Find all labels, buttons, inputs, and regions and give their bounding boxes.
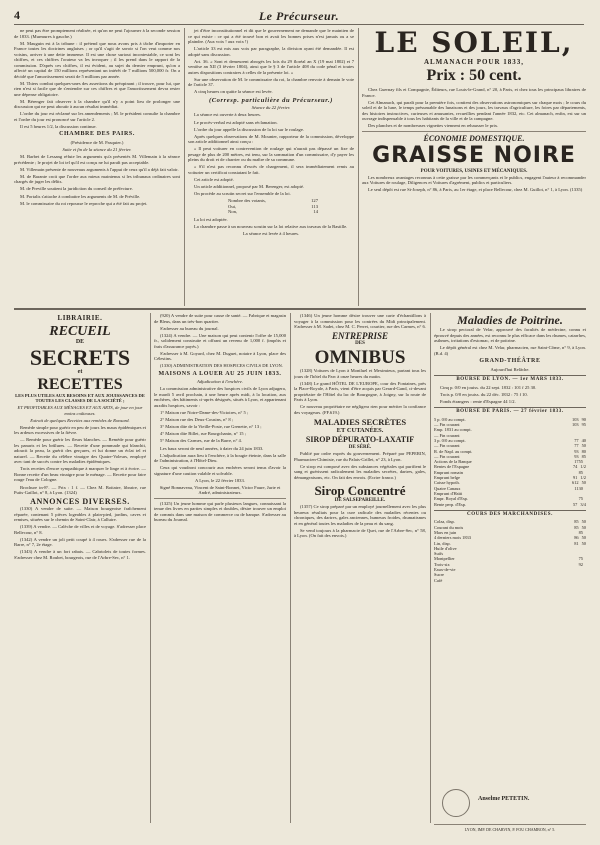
row-label: Caisse hypoth. <box>434 480 460 486</box>
column-rule <box>430 313 431 823</box>
ad-item: (1342) A vendre un joli petit coupé à 4 roues. S'adresser rue de la Barre, n° 7, 2e étage. <box>14 536 146 548</box>
section-subheading: Adjudication à l'enchère. <box>196 379 244 385</box>
row-label: Emprunt romain <box>434 469 463 475</box>
paragraph: Le sirop pectoral de Velar, approuvé des facultés de médecine, connu et éprouvé depuis des années, est reconnu le plus efficace dans les rhumes, catarrhes, asthmes, irritations d'estomac, et de poitrine. <box>434 327 586 343</box>
row-label: — Fin courant <box>434 453 460 459</box>
paragraph: 3° Maison dite de la Vieille-Poste, rue Grenette, n° 13 ; <box>160 424 262 430</box>
paragraph: M. de Preville soutient la juridiction du conseil de préfecture. <box>20 186 133 192</box>
row-label: Emp. 1831 au compt. <box>434 427 472 433</box>
paragraph: La séance est levée à 4 heures. <box>242 231 300 236</box>
row-label: Empr. Royal d'Esp. <box>434 496 468 502</box>
chamber-debates-column <box>14 28 180 306</box>
vote-value: 113 <box>311 203 318 209</box>
printer-imprint: LYON, IMP. DE CHARVIN, P. FOU CHAMBON, n° 5. <box>464 827 556 832</box>
bottom-rule <box>434 824 586 825</box>
paragraph: M. Portalis s'attache à combattre les arguments de M. de Préville. <box>20 193 141 199</box>
bourse-table <box>434 417 586 507</box>
row-label: Café <box>434 577 443 583</box>
paragraph: La loi est adoptée. <box>194 216 228 222</box>
recettes-title: RECETTES <box>37 375 123 393</box>
paragraph: Après quelques observations de M. Mounier, rapporteur de la commission, développe son article additionnel ainsi conçu : <box>188 133 354 145</box>
row-value-main: 85 <box>578 529 583 535</box>
row-value-main: 57 <box>572 501 578 507</box>
page-header <box>14 8 584 25</box>
row-label: Mars en juin <box>434 529 457 535</box>
vote-label: Oui, <box>228 203 237 209</box>
remedy-title: ET CUTANÉES. <box>336 427 384 435</box>
paragraph: (1348) Le grand HÔTEL DE L'EUROPE, cour des Fontaines, près la Place-Royale, à Paris, vient d'être acquis par Gerard-Gand, ci-devant propriétaire de l'Hôtel du lac de Bourgogne, à Joigny, sur la route de Paris à Lyon. <box>294 380 426 403</box>
section-subheading: Suite et fin de la séance du 21 février. <box>62 147 132 153</box>
ad-item: (1325) Un jeune homme qui parle plusieurs langues, connaissant la tenue des livres en parties simples et doubles, désire trouver un emploi de commis dans une maison de commerce ou de banque. S'adresser au bureau du Journal. <box>154 500 286 523</box>
row-value-main: 92 <box>578 561 583 567</box>
row-value-fraction: 50 <box>581 443 586 449</box>
row-label: Actions de la Banque <box>434 459 472 465</box>
remedy-title: MALADIES SECRÈTES <box>313 417 407 428</box>
paragraph: L'adjudication aura lieu à l'enchère, à la bougie éteinte, dans la salle de l'administration, à l'Hôtel-Dieu. <box>154 452 286 464</box>
paragraph: Le dépôt général est chez M. Velar, pharmacien, rue Saint-Côme, n° 9, à Lyon. (B.d. 4) <box>434 345 586 356</box>
row-label: Eaux-de-vie <box>434 567 456 572</box>
grease-subtitle: POUR VOITURES, USINES ET MÉCANIQUES. <box>420 168 528 174</box>
row-label: Quatre Canaux <box>434 485 461 491</box>
economy-heading: ÉCONOMIE DOMESTIQUE. <box>423 133 525 143</box>
row-value-fraction: 50 <box>581 519 586 525</box>
row-value-main: 1130 <box>574 485 583 491</box>
paragraph: Des planches et de nombreuses vignettes viennent en rehausser le prix. <box>368 123 499 129</box>
paragraph: « Il peut voiturer en contrevention de roulage qui n'aurait pas dépassé un fixe de pesage de plus de 200 mètres, est tenu, sur la sommation d'un commissaire, d'y payer les pleins du droit et de charrier ou du maître de sa commune. <box>188 146 354 163</box>
row-label: — Fin courant <box>434 443 460 449</box>
paragraph: Trois recettes d'encre sympathique à marquer le linge et à écrire. — Bonne recette d'un beau vinaigre pour le ménage. — Recette pour faire rouge l'eau de Cologne. <box>14 466 146 483</box>
paragraph: 5° Maison des Carmes, rue de la Barre, n° 4. <box>160 438 243 444</box>
paragraph: M. Barbet de Lessang réfute les arguments qu'a présentés M. Villemain à la séance précédente ; le projet de loi tel qu'il est conçu ne lui paraît pas acceptable. <box>14 154 180 165</box>
row-value-fraction: 1/2 <box>580 475 586 481</box>
row-value-fraction: 80 <box>581 448 586 454</box>
row-value-main: 103 <box>572 422 579 428</box>
paragraph: Un article additionnel, proposé par M. Berenger, est adopté. <box>194 184 305 190</box>
paragraph: Signé Bonnaveau, Vincent de Saint-Bonnet, Victor Faure, Jurie et André, administrateurs. <box>159 484 281 496</box>
bourse-paris-heading: BOURSE DE PARIS. — 27 février 1833. <box>434 407 586 415</box>
paragraph: Ceux qui voudront concourir aux enchères seront tenus d'avoir la signature d'une caution valable et solvable. <box>154 465 286 476</box>
ad-item: (920) A vendre de suite pour cause de santé. — Fabrique et magasin de Bleus, dans un très-bon quartier. <box>154 313 286 324</box>
omnibus-remedies-column <box>294 313 426 823</box>
hospices-column <box>154 313 286 823</box>
row-label: Montpellier <box>434 556 455 562</box>
paragraph: jet d'être inconstitutionnel et dit que le gouvernement ne demande que le maintien de ce qui existe : ce qui a été trouvé bon et avait les bonnes prises n'est jamais ou a se plaindre. (Aux voix ! aux voix !) <box>188 28 354 44</box>
row-value-fraction: 90 <box>581 416 586 422</box>
row-value-main: 75 <box>578 496 583 502</box>
section-subheading: Séance du 22 février. <box>251 105 291 111</box>
row-label: 4 derniers mois 1833 <box>434 535 471 541</box>
paragraph: A cinq heures on quitte la séance est levée. <box>194 89 273 95</box>
row-value-fraction: 50 <box>581 480 586 486</box>
table-row <box>434 578 586 583</box>
omnibus-title: ENTREPRISE <box>331 331 389 342</box>
library-secrets-column <box>14 313 146 823</box>
section-rule <box>14 308 586 310</box>
recueil-title: DE <box>75 338 85 345</box>
paragraph: M. Mauguin est à la tribune : il prétend que nous avons pris à tâche d'importer en France toutes les doctrines anglaises ; or qu'il s'agit de savoir si l'on veut comme nos voisins, arriver à une dette immense. Il est une chose surtout incontestable, ce sont les chiffres, et ces chiffres l'orateur va les invoquer ; il les prend dans le rapport de la commission. D'après ces chiffres, il est évident, au sujet du dernier emprunt, qu'on a affecté un capital de 150 millions représentant un intérêt de 7 millions 500,000 fr. On a décidé que l'amortissement serait de 5 millions par année. <box>14 40 180 79</box>
paragraph: Chez Guernay fils et Compagnie, Éditeurs, rue Louis-le-Grand, n° 20, à Paris, et chez tous les principaux libraires de France. <box>362 87 586 98</box>
row-value-main: 77 <box>574 437 579 443</box>
row-value-fraction: 40 <box>581 437 586 443</box>
ad-item: (1324) A vendre. — Une maison qui peut contenir l'offre de 15,000 fr., solidement construite et offrant un revenu de 1,000 f. (impôts et frais d'assurance payés.) <box>154 332 286 349</box>
paragraph: « S'il n'est pas reconnu d'excès de chargement, il sera immédiatement remis au voiturier un certificat constatant le fait. <box>188 164 354 175</box>
paragraph: (1328) Voitures de Lyon à Montluel et Meximieux, partant tous les jours de l'hôtel du Parc à onze heures du matin. <box>294 368 426 379</box>
secrets-title: SECRETS <box>29 344 131 370</box>
paragraph: Cet article est adopté. <box>194 177 234 183</box>
section-heading: LIBRAIRIE. <box>57 314 103 322</box>
row-value-main: 85 <box>574 524 579 530</box>
soleil-almanac-ad <box>362 28 586 306</box>
paragraph: M. de Barante croit que l'ordre aux mieux maintenus si les tribunaux ordinaires sont chargés de juger les délits. <box>14 173 180 185</box>
paragraph: 4° Maison dite Billet, rue Bourgchanin, n° 15 ; <box>160 431 247 437</box>
paragraph: Ce sirop est composé avec des substances végétales qui purifient le sang et guérissent radicalement les maladies secrètes, dartres, gales, démangeaisons, etc. On fait des envois. (Ecrire franco.) <box>294 463 426 480</box>
paragraph: A Lyon, le 22 février 1833. <box>195 477 245 483</box>
row-value <box>583 578 586 583</box>
paragraph: M. Bérenger fait observer à la chambre qu'il n'y a point lieu de prolonger une discussion qui ne peut aboutir à aucun résultat immédiat. <box>14 98 180 110</box>
almanac-title: LE SOLEIL, <box>374 28 574 59</box>
paragraph: 1° Maison rue Notre-Dame-des-Victoires, n° 5 ; <box>160 410 249 416</box>
column-rule <box>150 313 151 823</box>
paragraph: Le seul dépôt est rue St-Joseph, n° 86, à Paris, au 1er étage, et place Bellecour, chez M. Guillot, n° 1, à Lyon. (1335) <box>368 187 583 193</box>
paragraph: M. Villemain présente de nouveaux arguments à l'appui de ceux qu'il a déjà fait valoir. <box>20 166 179 172</box>
paragraph: Le procès-verbal est adopté sans réclamation. <box>194 119 278 125</box>
paragraph: Extrait de quelques Recettes aux remèdes de Ronsard. <box>30 417 130 423</box>
paragraph: Remède simple pour guérir en peu de jours les maux épidémiques et les ardeurs excessives de la fièvre. <box>14 424 146 436</box>
recueil-title: et <box>77 368 83 375</box>
theatre-notice: Aujourd'hui Relâche. <box>490 366 530 372</box>
row-value-main: 85 <box>574 519 579 525</box>
remedy-title: Sirop Concentré <box>314 483 406 499</box>
paragraph: Sur une observation de M. le commissaire du roi, la chambre renvoie à demain le vote de l'article 37. <box>188 76 354 88</box>
vote-result <box>228 198 318 215</box>
row-value-main: 77 <box>574 443 579 449</box>
row-value-fraction: 50 <box>581 535 586 541</box>
remedy-subtitle: DE SALSEPAREILLE. <box>334 498 386 504</box>
almanac-subtitle: ALMANACH POUR 1833, <box>423 58 525 66</box>
row-label: 5 p. 0/0 au compt. <box>434 416 466 422</box>
paragraph: Les nombreux avantages reconnus à cette graisse par les commerçants et le publics, engagent l'auteur à recommander aux Voitures de roulage, Diligences et Voitures d'agrément, publics et particuliers. <box>362 174 586 186</box>
stamp-seal <box>442 789 470 817</box>
row-label: Colza, disp. <box>434 519 455 525</box>
section-heading: ANNONCES DIVERSES. <box>30 496 130 506</box>
row-value-main: 74 <box>572 464 578 470</box>
row-value-main: 103 <box>572 416 579 422</box>
subtitle: ET PROFITABLES AUX MÉNAGES ET AUX ARTS, de jour en jour moins coûteuses. <box>17 405 143 416</box>
row-value-fraction: 50 <box>581 540 586 546</box>
paragraph: La séance est ouverte à deux heures. <box>194 112 261 118</box>
recueil-title: RECUEIL <box>49 323 111 339</box>
commodities-table <box>434 519 586 583</box>
row-value-fraction: 95 <box>581 422 586 428</box>
column-rule <box>184 28 185 306</box>
paragraph: Art. 36. « Sont et demeurent abrogés les lois du 29 floréal an X (19 mai 1802) et 7 ventôse an XII (3 février 1804), ainsi que le § 3 de l'article 408 du code pénal et toutes autres dispositions contraires à celles de la présente loi. » <box>188 58 354 75</box>
almanac-price: Prix : 50 cent. <box>426 67 522 84</box>
grease-title: GRAISSE NOIRE <box>372 142 576 168</box>
remedy-subtitle: DE SÉRÉ. <box>348 445 372 451</box>
row-label: Huile d'olive <box>434 545 457 551</box>
paragraph: L'ordre du jour appelle la discussion de la loi sur le roulage. <box>194 126 305 132</box>
bourse-lyon-heading: BOURSE DE LYON. — 1er MARS 1833. <box>434 375 586 383</box>
row-value-main: 75 <box>578 556 583 562</box>
paragraph: 2° Maison rue des Deux-Cousins, n° 8 ; <box>160 417 234 423</box>
peers-session-column <box>188 28 354 306</box>
row-value <box>573 502 586 507</box>
remedy-title: SIROP DÉPURATO-LAXATIF <box>305 435 415 445</box>
subtitle: LES PLUS UTILES AUX BESOINS ET AUX JOUISSANCES DE TOUTES LES CLASSES DE LA SOCIÉTÉ ; <box>15 392 145 403</box>
section-heading: CHAMBRE DES PAIRS. <box>59 131 135 138</box>
row-label: Rentes de l'Espagne <box>434 464 470 470</box>
row-label: Sucre <box>434 572 444 578</box>
paragraph: L'ordre du jour est réclamé sur les amendements ; M. le président consulte la chambre et l'ordre du jour est prononcé sur l'article 2. <box>14 111 180 122</box>
paragraph: Il est 5 heures 1/2, la discussion continue. <box>20 123 97 129</box>
paragraph: On procède au scrutin secret sur l'ensemble de la loi. <box>194 191 291 197</box>
row-value-fraction: 50 <box>581 524 586 530</box>
commodities-heading: COURS DES MARCHANDISES. <box>434 510 586 518</box>
section-heading: MAISONS A LOUER AU 25 JUIN 1833. <box>158 370 282 377</box>
paragraph: Publié par ordre exprès du gouvernement. Préparé par PEPERIN, Pharmacien-Chimiste, rue du Palais-Grillet, n° 23, à Lyon. <box>294 451 426 462</box>
table-row <box>434 502 586 507</box>
row-value-main: 1755 <box>574 459 583 465</box>
paragraph: Les baux seront de neuf années, à dater du 24 juin 1833. <box>160 445 264 451</box>
paragraph: (1357) Ce sirop préparé par un employé journellement avec les plus heureux résultats pour la cure radicale des maladies récentes ou chroniques, des dartres, gales anciennes, humeurs froides, rhumatismes et en général toutes les maladies de la peau et du sang. <box>294 504 426 526</box>
row-value-main: 612 <box>572 480 579 486</box>
ad-item: (1330) ADMINISTRATION DES HOSPICES CIVILS DE LYON. <box>160 363 283 369</box>
row-value-fraction: 85 <box>581 453 586 459</box>
row-value-main: 93 <box>574 453 579 459</box>
row-value-main: 93 <box>574 448 579 454</box>
vote-label: Nombre des votants, <box>228 198 266 204</box>
ad-item: (1339) A vendre. — Calèche de villes et de voyage. S'adresser place Bellecour, n° 8. <box>14 524 146 535</box>
row-label: Rente perp. d'Esp. <box>434 501 467 507</box>
vote-label: Non, <box>228 209 238 215</box>
paragraph: Cet Almanach, qui paraît pour la première fois, contient des observations astronomiques sur chaque mois ; le cours du soleil et de la lune, le temps présumable des lunaisons et des jours, les travaux d'agriculture, les foires par départements, des histoires instructives, curieuses et amusantes, recueillies pendant l'année 1832, etc. Cet almanach, enfin, est sur un ouvrage indispensable à tous les habitants de la ville et de la campagne. <box>362 99 586 122</box>
ad-item: (1343) A vendre à un fort rabais. — Cabriolets de toutes formes. S'adresser chez M. Roubet, bourgeois, rue de l'Arbre-Sec, n° 1. <box>14 549 146 560</box>
row-label: — Fin courant <box>434 432 460 438</box>
omnibus-title: OMNIBUS <box>314 347 406 369</box>
omnibus-title: DES <box>355 341 365 347</box>
row-label: R. de Napl. au compt. <box>434 448 473 454</box>
row-label: Trois-six <box>434 561 450 567</box>
paragraph: L'article 33 est mis aux voix par paragraphe, la division ayant été demandée. Il est adopté sans discussion. <box>188 46 354 57</box>
row-label: Emprunt d'Haïti <box>434 490 463 496</box>
column-rule <box>290 313 291 823</box>
gerant-signature: Anselme PETETIN. <box>478 796 530 802</box>
row-value-main: 91 <box>572 475 578 481</box>
paragraph: — Remède pour guérir les fleurs blanches. — Remède pour guérir les panaris et les brûlures. — Recette d'une pommade qui blanchit, adoucit la peau, la guérit des gerçures, et lui donne un éclat tel et naturel. — Recette du célèbre vinaigre des Quatre-Voleurs, employé avec tant de succès contre les maladies épidémiques. <box>14 437 146 465</box>
paragraph: Ce nouveau propriétaire ne négligera rien pour mériter la confiance des voyageurs. (FF.619.) <box>294 404 426 415</box>
newspaper-title: Le Précurseur. <box>258 9 340 23</box>
bourse-line: Cinq p. 0/0 en jouiss. du 22 sept. 1832 : 101 f 25 30. <box>440 384 537 390</box>
chest-diseases-title: Maladies de Poitrine. <box>457 313 563 327</box>
row-label: — Fin courant <box>434 422 460 428</box>
row-value-main: 86 <box>574 535 579 541</box>
page-number: 4 <box>14 8 20 22</box>
row-label: Lin, disp. <box>434 540 451 546</box>
row-label: 3 p. 0/0 au compt. <box>434 437 466 443</box>
row-value-main: 81 <box>574 540 579 546</box>
row-value-fraction: 1/2 <box>580 464 586 470</box>
paragraph: M. le commissaire du roi repousse le reproche qui a été fait au projet. <box>20 200 148 206</box>
ad-item: S'adresser au bureau du journal. <box>160 325 219 331</box>
column-rule <box>358 28 359 306</box>
section-heading: (Corresp. particulière du Précurseur.) <box>208 96 334 104</box>
row-value-fraction: 3/4 <box>580 501 586 507</box>
ad-item: (1346) Un jeune homme désire trouver une carte d'échantillons à voyager à la commission pour les contrées du Midi principalement. S'adresser à M. Sadet, chez M. C. Perret, courtier, rue des Carmes, n° 6. <box>294 313 426 329</box>
paragraph: Brochure in-8°. — Prix : 1 f. — Chez M. Boitatre, libraire, rue Puits-Gaillot, n° 8, à Lyon. (1324) <box>14 484 146 496</box>
vote-value: 14 <box>313 209 318 215</box>
paragraph: La chambre passe à un nouveau scrutin sur la loi relative aux travaux de la Bastille. <box>194 223 348 229</box>
row-label: Emprunt belge <box>434 475 460 481</box>
row-value-main: 85 <box>578 469 583 475</box>
ad-item: S'adresser à M. Goyard, chez M. Duguet, notaire à Lyon, place des Célestins. <box>154 350 286 362</box>
ad-item: (1330) A vendre de suite. — Maison bourgeoise fraîchement réparée, contenant 5 pièces logeables à plain-pied, jardins, caves et remises, situées sur le chemin de Saint-Clair, à Calluire. <box>14 506 146 523</box>
markets-column <box>434 313 586 823</box>
vote-value: 127 <box>311 198 318 204</box>
paragraph: Se vend toujours à la pharmacie de Quet, rue de l'Arbre-Sec, n° 58, à Lyon. (On fait des envois.) <box>294 527 426 539</box>
paragraph: M. Thiers combat quelques-unes des assertions du préopinant ; il trouve, pour lui, que rien n'est si facile que de s'entendre sur ces chiffres et que l'amortissement devra rester une dépense obligatoire. <box>14 80 180 97</box>
theatre-heading: GRAND-THÉÂTRE <box>479 358 541 365</box>
bourse-line: Trois p. 0/0 en jouiss. du 22 déc. 1832 : 75 f 10. <box>440 391 528 397</box>
paragraph: ne peut pas être promptement réalisée, et qu'on ne peut l'ajourner à la seconde session de 1833. (Murmures à gauche.) <box>14 28 180 39</box>
section-subheading: (Présidence de M. Pasquier.) <box>70 139 124 145</box>
bourse-line: Fonds étrangers : rente d'Espagne 44 1/2. <box>440 398 516 404</box>
row-label: Suifs <box>434 551 444 557</box>
row-label: Courant du mois <box>434 524 464 530</box>
paragraph: La commission administrative des hospices civils de Lyon adjugera, le mardi 5 avril prochain, à une heure après midi, à la location, aux enchères, des bâtiments ci-après désignés, situés à Lyon, et appartenant auxdits hospices, savoir : <box>154 386 286 408</box>
